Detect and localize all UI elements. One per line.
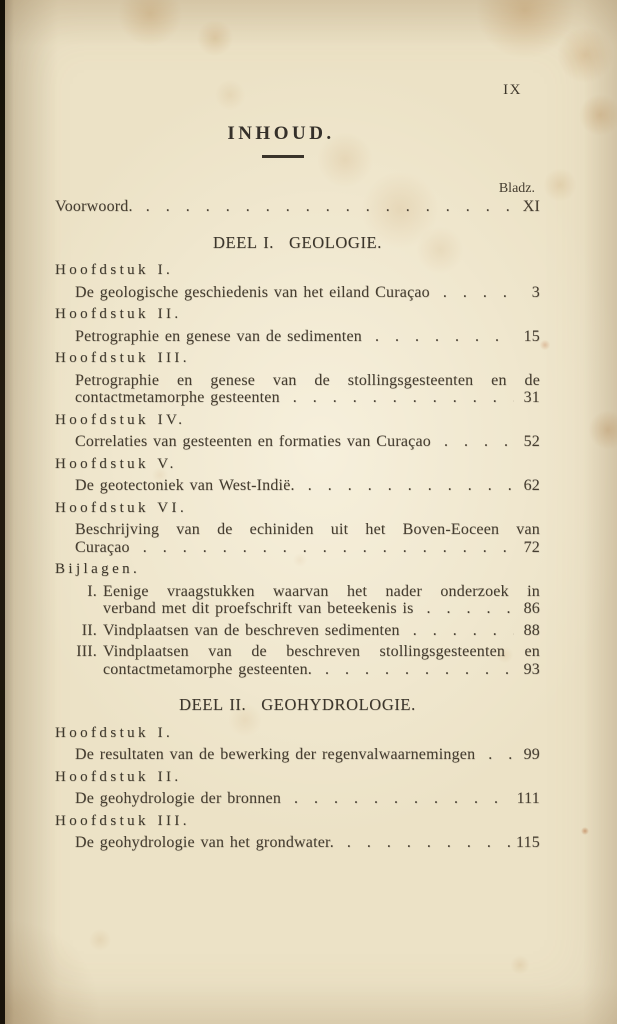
dot-leader xyxy=(430,282,514,304)
dot-leader xyxy=(431,431,514,453)
page-title: INHOUD. xyxy=(227,123,335,144)
part-label: DEEL II. xyxy=(179,695,247,714)
entry-page-number: 93 xyxy=(523,660,540,678)
dot-leader xyxy=(312,659,514,681)
entry-label: contactmetamorphe gesteenten xyxy=(75,389,280,406)
toc-entry-line1: Petrographie en genese van de stollingsgesteenten en de xyxy=(75,371,540,389)
entry-page-number: 115 xyxy=(515,834,540,851)
entry-page-number: 88 xyxy=(523,621,540,639)
appendix-item xyxy=(55,620,540,642)
entry-page-number: 111 xyxy=(516,790,540,807)
entry-label: contactmetamorphe gesteenten. xyxy=(103,660,312,678)
dot-leader xyxy=(280,387,514,409)
dot-leader xyxy=(475,744,514,766)
pages-column-label: Bladz. xyxy=(498,181,535,196)
part-title: GEOHYDROLOGIE. xyxy=(261,695,416,714)
chapter-header: Hoofdstuk I. xyxy=(55,262,174,278)
entry-label: verband met dit proefschrift van beteekenis is xyxy=(103,600,414,617)
toc-entry xyxy=(55,832,540,854)
chapter-header: Hoofdstuk II. xyxy=(55,306,182,322)
chapter-header: Hoofdstuk III. xyxy=(55,812,190,829)
toc-entry-line1: Beschrijving van de echiniden uit het Boven-Eoceen van xyxy=(75,521,540,538)
entry-page-number: 72 xyxy=(523,538,540,556)
entry-label: De geohydrologie der bronnen xyxy=(75,790,282,807)
entry-label: Vindplaatsen van de beschreven stollingsgesteenten en xyxy=(103,643,540,660)
dot-leader xyxy=(362,326,514,348)
toc-entry-line2 xyxy=(55,387,540,409)
dot-leader xyxy=(130,537,514,559)
dot-leader xyxy=(414,598,514,620)
appendix-numeral: II. xyxy=(81,621,97,639)
entry-page-number: 31 xyxy=(523,389,540,406)
chapter-header: Hoofdstuk II. xyxy=(55,768,182,785)
entry-label: Vindplaatsen van de beschreven sedimenten xyxy=(103,621,400,639)
entry-page-number: 52 xyxy=(523,433,540,450)
entry-label: De geologische geschiedenis van het eiland Curaçao xyxy=(75,283,430,301)
entry-page-number: 99 xyxy=(523,746,540,763)
folio-page-number: IX xyxy=(503,82,522,98)
toc-entry-voorwoord xyxy=(55,196,540,218)
dot-leader xyxy=(133,196,514,218)
entry-page-number: 3 xyxy=(531,283,540,301)
entry-label: De geotectoniek van West-Indië. xyxy=(75,477,295,494)
part-heading-deel2 xyxy=(55,694,540,716)
entry-label: De geohydrologie van het grondwater. xyxy=(75,834,334,851)
entry-page-number: 86 xyxy=(523,600,540,617)
appendix-numeral: III. xyxy=(76,643,97,660)
chapter-header: Hoofdstuk I. xyxy=(55,724,174,741)
toc-entry-line2 xyxy=(55,537,540,559)
entry-label: Petrographie en genese van de sedimenten xyxy=(75,327,362,345)
appendix-item-line2 xyxy=(55,659,540,681)
toc-entry xyxy=(55,788,540,810)
toc-entry xyxy=(55,326,540,348)
part-label: DEEL I. xyxy=(213,232,275,252)
page-spine-edge xyxy=(0,0,5,1024)
entry-page-number: XI xyxy=(522,198,540,215)
dot-leader xyxy=(281,788,514,810)
appendix-numeral: I. xyxy=(87,582,97,600)
appendix-item-line2 xyxy=(55,598,540,620)
chapter-header: Hoofdstuk V. xyxy=(55,455,177,472)
entry-page-number: 15 xyxy=(523,327,540,345)
dot-leader xyxy=(295,475,514,497)
dot-leader xyxy=(334,832,514,854)
toc-entry xyxy=(55,282,540,304)
appendices-header: Bijlagen. xyxy=(55,561,141,577)
entry-label: Correlaties van gesteenten en formaties van Curaçao xyxy=(75,433,431,450)
entry-label: Voorwoord. xyxy=(55,198,133,215)
toc-entry xyxy=(55,431,540,453)
part-heading-deel1 xyxy=(55,232,540,254)
entry-label: De resultaten van de bewerking der regenvalwaarnemingen xyxy=(75,746,476,763)
entry-label: Curaçao xyxy=(75,538,130,556)
title-rule xyxy=(262,155,304,158)
chapter-header: Hoofdstuk VI. xyxy=(55,499,188,516)
toc-entry xyxy=(55,475,540,497)
entry-page-number: 62 xyxy=(523,477,540,494)
table-of-contents xyxy=(55,196,540,854)
entry-label: Eenige vraagstukken waarvan het nader onderzoek in xyxy=(103,582,540,600)
dot-leader xyxy=(400,620,514,642)
chapter-header: Hoofdstuk IV. xyxy=(55,411,186,428)
part-title: GEOLOGIE. xyxy=(289,232,382,252)
chapter-header: Hoofdstuk III. xyxy=(55,350,190,366)
toc-entry xyxy=(55,744,540,766)
